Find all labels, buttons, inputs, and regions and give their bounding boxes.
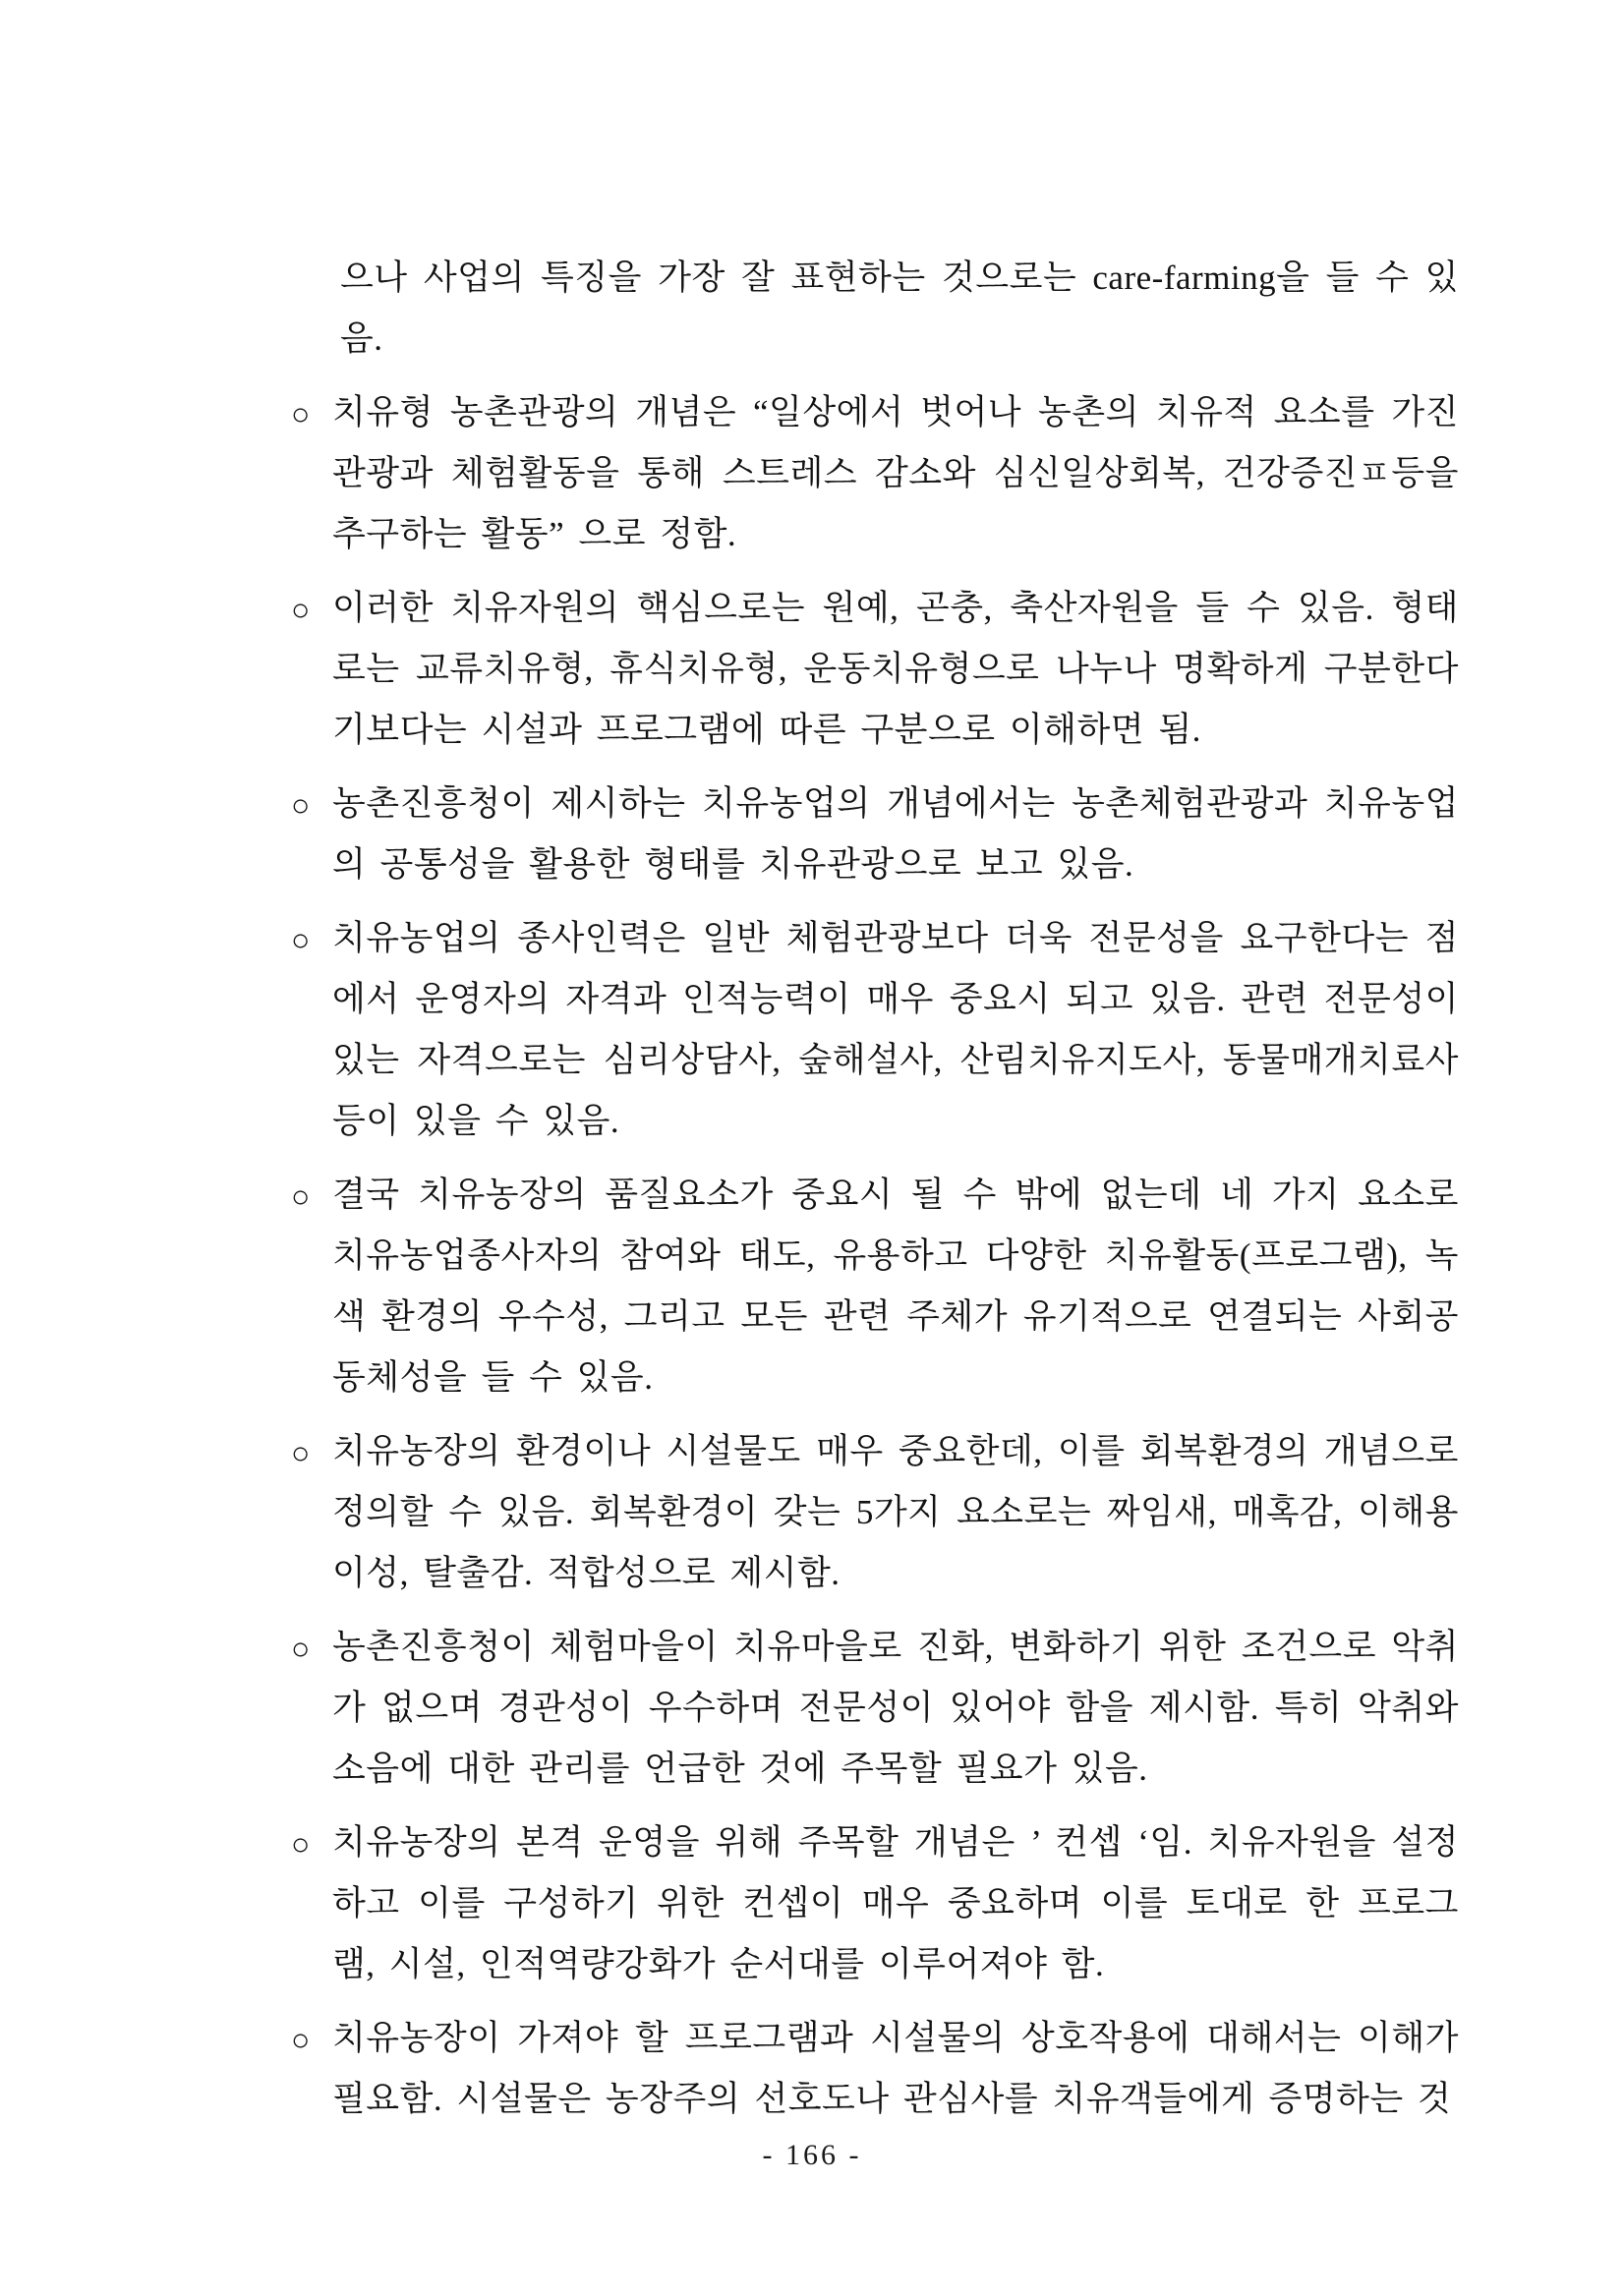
paragraph-text: 치유농장의 환경이나 시설물도 매우 중요한데, 이를 회복환경의 개념으로 정의할 수 있음. 회복환경이 갖는 5가지 요소로는 짜임새, 매혹감, 이해용이성, 탈출감. 적합성으로 제시함. [332,1432,1459,1592]
circle-bullet-icon: ○ [291,1178,311,1214]
circle-bullet-icon: ○ [291,396,311,431]
paragraph [291,1165,1459,1408]
circle-bullet-icon: ○ [291,2022,311,2057]
paragraph-text: 치유농장의 본격 운영을 위해 주목할 개념은 ’ 컨셉 ‘임. 치유자원을 설정하고 이를 구성하기 위한 컨셉이 매우 중요하며 이를 토대로 한 프로그램, 시설, 인적역량강화가 순서대를 이루어져야 함. [332,1823,1459,1983]
paragraph [291,578,1459,761]
paragraph [291,382,1459,565]
circle-bullet-icon: ○ [291,787,311,823]
paragraph-text: 농촌진흥청이 체험마을이 치유마을로 진화, 변화하기 위한 조건으로 악취가 없으며 경관성이 우수하며 전문성이 있어야 함을 제시함. 특히 악취와 소음에 대한 관리를 언급한 것에 주목할 필요가 있음. [332,1628,1459,1788]
paragraph [291,2008,1459,2130]
paragraph [291,1617,1459,1800]
circle-bullet-icon: ○ [291,1435,311,1470]
paragraph [291,248,1459,370]
paragraph-text: 이러한 치유자원의 핵심으로는 원예, 곤충, 축산자원을 들 수 있음. 형태로는 교류치유형, 휴식치유형, 운동치유형으로 나누나 명확하게 구분한다기보다는 시설과 프로그램에 따른 구분으로 이해하면 됨. [332,589,1459,749]
circle-bullet-icon: ○ [291,922,311,957]
paragraph [291,1812,1459,1995]
paragraph-text: 치유형 농촌관광의 개념은 “일상에서 벗어나 농촌의 치유적 요소를 가진 관광과 체험활동을 통해 스트레스 감소와 심신일상회복, 건강증진ㅍ등을 추구하는 활동” 으로 정함. [332,393,1459,553]
page-number: - 166 - [762,2139,862,2171]
paragraph-text: 치유농업의 종사인력은 일반 체험관광보다 더욱 전문성을 요구한다는 점에서 운영자의 자격과 인적능력이 매우 중요시 되고 있음. 관련 전문성이 있는 자격으로는 심리상담사, 숲해설사, 산림치유지도사, 동물매개치료사 등이 있을 수 있음. [332,919,1459,1140]
paragraph [291,908,1459,1152]
paragraph [291,774,1459,895]
paragraph-text: 으나 사업의 특징을 가장 잘 표현하는 것으로는 care-farming을 들 수 있음. [340,258,1459,358]
document-body [291,248,1459,2143]
paragraph-text: 결국 치유농장의 품질요소가 중요시 될 수 밖에 없는데 네 가지 요소로 치유농업종사자의 참여와 태도, 유용하고 다양한 치유활동(프로그램), 녹색 환경의 우수성, 그리고 모든 관련 주체가 유기적으로 연결되는 사회공동체성을 들 수 있음. [332,1176,1459,1397]
circle-bullet-icon: ○ [291,1631,311,1666]
circle-bullet-icon: ○ [291,1826,311,1862]
paragraph-text: 치유농장이 가져야 할 프로그램과 시설물의 상호작용에 대해서는 이해가 필요함. 시설물은 농장주의 선호도나 관심사를 치유객들에게 증명하는 것 [332,2019,1459,2118]
paragraph-text: 농촌진흥청이 제시하는 치유농업의 개념에서는 농촌체험관광과 치유농업의 공통성을 활용한 형태를 치유관광으로 보고 있음. [332,784,1459,884]
circle-bullet-icon: ○ [291,592,311,627]
paragraph [291,1421,1459,1604]
